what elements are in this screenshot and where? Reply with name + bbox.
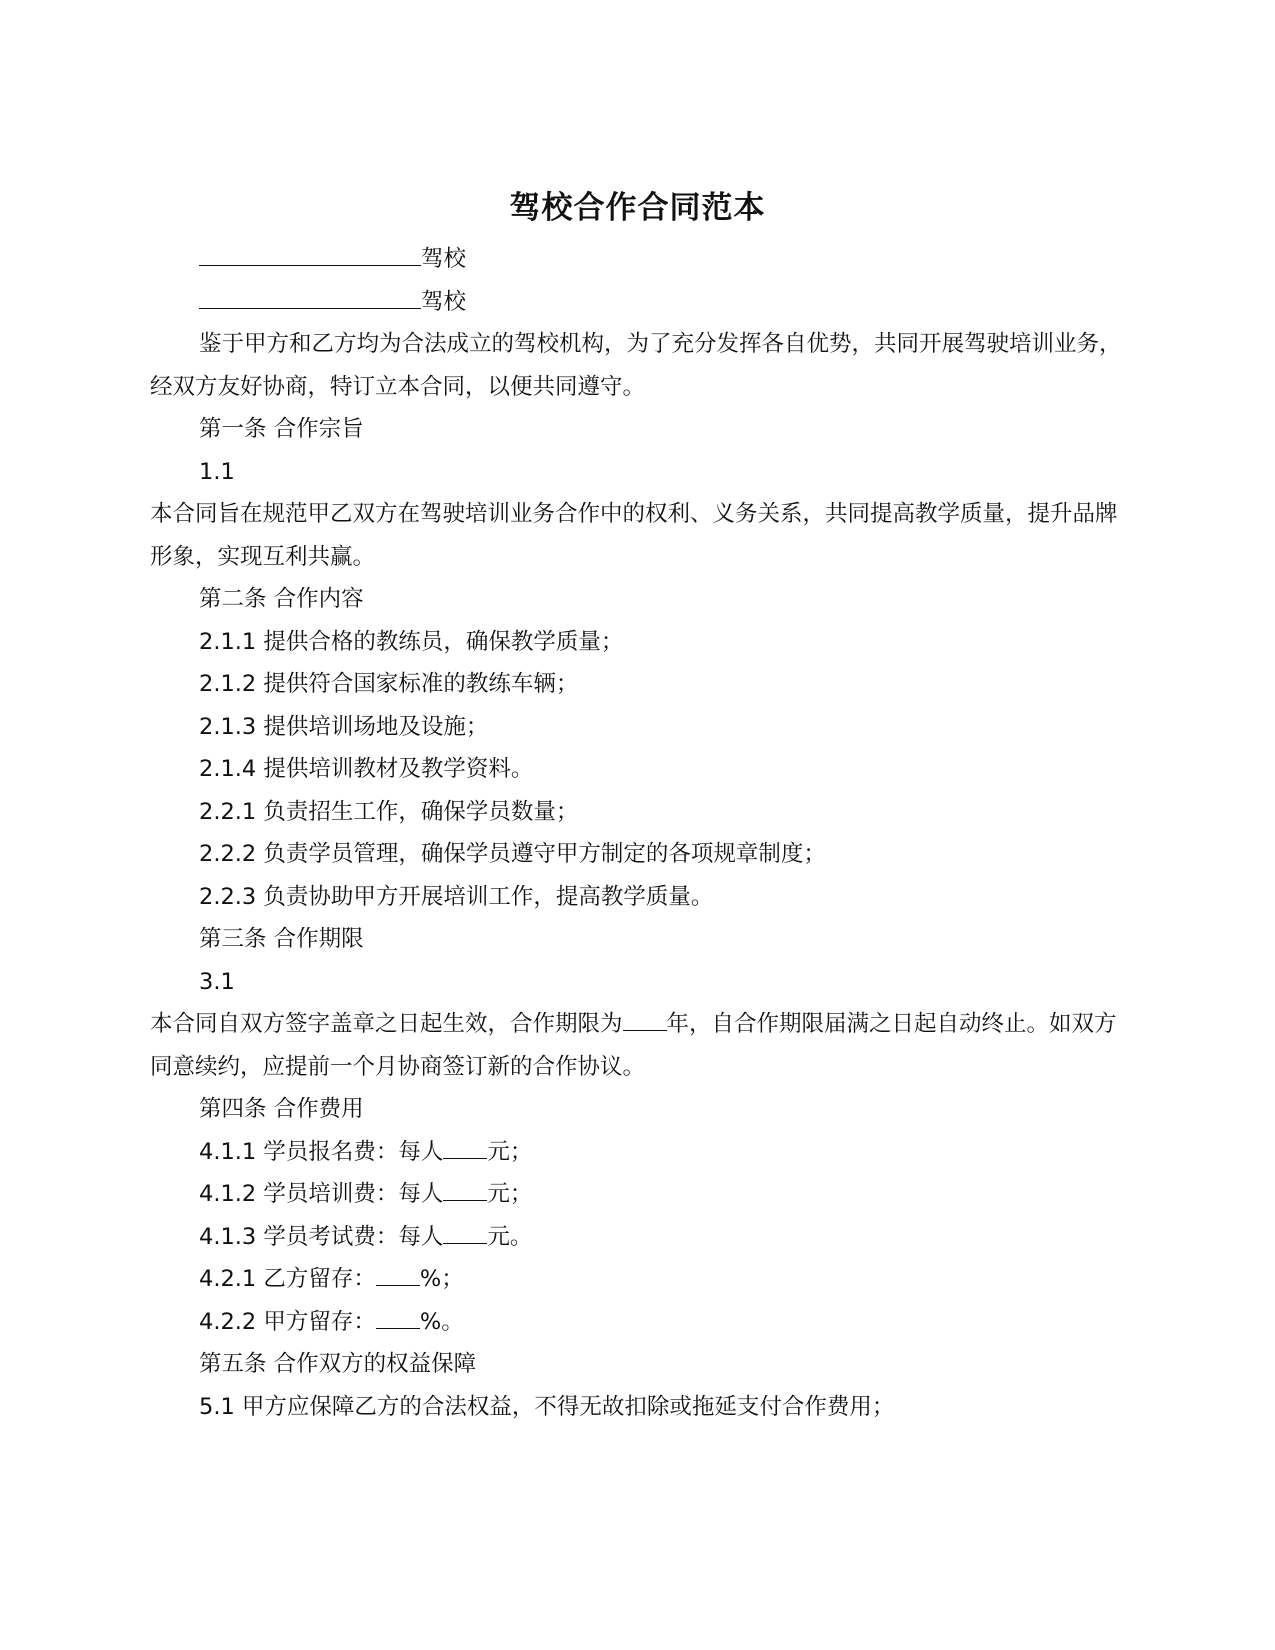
fee-item	[150, 1301, 1130, 1344]
clause-item: 2.2.1 负责招生工作，确保学员数量；	[199, 798, 579, 825]
fee-item-label: 4.1.3 学员考试费：每人	[199, 1223, 444, 1250]
article-1-text: 本合同旨在规范甲乙双方在驾驶培训业务合作中的权利、义务关系，共同提高教学质量，提升品牌形象，实现互利共赢。	[150, 501, 1118, 570]
preamble-paragraph: 鉴于甲方和乙方均为合法成立的驾校机构，为了充分发挥各自优势，共同开展驾驶培训业务，经双方友好协商，特订立本合同，以便共同遵守。	[150, 331, 1122, 400]
clause-item: 2.2.2 负责学员管理，确保学员遵守甲方制定的各项规章制度；	[199, 841, 826, 867]
term-years-blank	[623, 1010, 667, 1031]
article-5-heading: 第五条 合作双方的权益保障	[199, 1351, 477, 1377]
fee-item-label: 4.2.2 甲方留存：	[199, 1308, 376, 1335]
document-body	[150, 238, 1130, 1428]
fee-blank	[376, 1308, 420, 1329]
party-a-line	[150, 238, 1130, 281]
fee-item	[150, 1258, 1130, 1301]
fee-item	[150, 1216, 1130, 1259]
clause-item: 2.1.2 提供符合国家标准的教练车辆；	[199, 671, 579, 697]
fee-item-unit: 元；	[487, 1138, 533, 1165]
fee-item-label: 4.1.1 学员报名费：每人	[199, 1138, 444, 1165]
fee-blank	[443, 1180, 487, 1201]
fee-item	[150, 1131, 1130, 1174]
clause-item: 2.1.1 提供合格的教练员，确保教学质量；	[199, 628, 624, 655]
article-3-text-start: 本合同自双方签字盖章之日起生效，合作期限为	[150, 1011, 623, 1037]
party-a-blank	[199, 239, 421, 266]
article-3-text-end: 年，自合作期限届满之日起自动终止。如双方同意续约，应提前一个月协商签订新的合作协议。	[150, 1011, 1117, 1080]
fee-blank	[443, 1223, 487, 1244]
article-3-heading: 第三条 合作期限	[199, 926, 364, 952]
fee-item-unit: %；	[419, 1266, 464, 1292]
clause-item: 2.1.3 提供培训场地及设施；	[199, 713, 489, 740]
article-3-text	[150, 1003, 1130, 1088]
article-4-heading: 第四条 合作费用	[199, 1096, 364, 1122]
fee-item-unit: 元。	[487, 1223, 533, 1250]
party-a-suffix: 驾校	[421, 246, 467, 272]
article-3-number: 3.1	[199, 968, 235, 995]
party-b-line	[150, 281, 1130, 324]
fee-item-unit: 元；	[487, 1181, 533, 1207]
article-1-heading: 第一条 合作宗旨	[199, 416, 364, 442]
fee-item-label: 4.1.2 学员培训费：每人	[199, 1181, 444, 1207]
fee-item-unit: %。	[419, 1308, 464, 1335]
fee-blank	[443, 1138, 487, 1159]
fee-item-label: 4.2.1 乙方留存：	[199, 1266, 376, 1292]
clause-item: 5.1 甲方应保障乙方的合法权益，不得无故扣除或拖延支付合作费用；	[199, 1393, 895, 1420]
party-b-suffix: 驾校	[421, 288, 467, 315]
party-b-blank	[199, 282, 421, 309]
document-title: 驾校合作合同范本	[509, 190, 766, 226]
article-1-number: 1.1	[199, 458, 235, 485]
fee-blank	[376, 1265, 420, 1286]
clause-item: 2.1.4 提供培训教材及教学资料。	[199, 756, 534, 782]
article-2-heading: 第二条 合作内容	[199, 586, 364, 612]
clause-item: 2.2.3 负责协助甲方开展培训工作，提高教学质量。	[199, 883, 714, 910]
fee-item	[150, 1173, 1130, 1216]
